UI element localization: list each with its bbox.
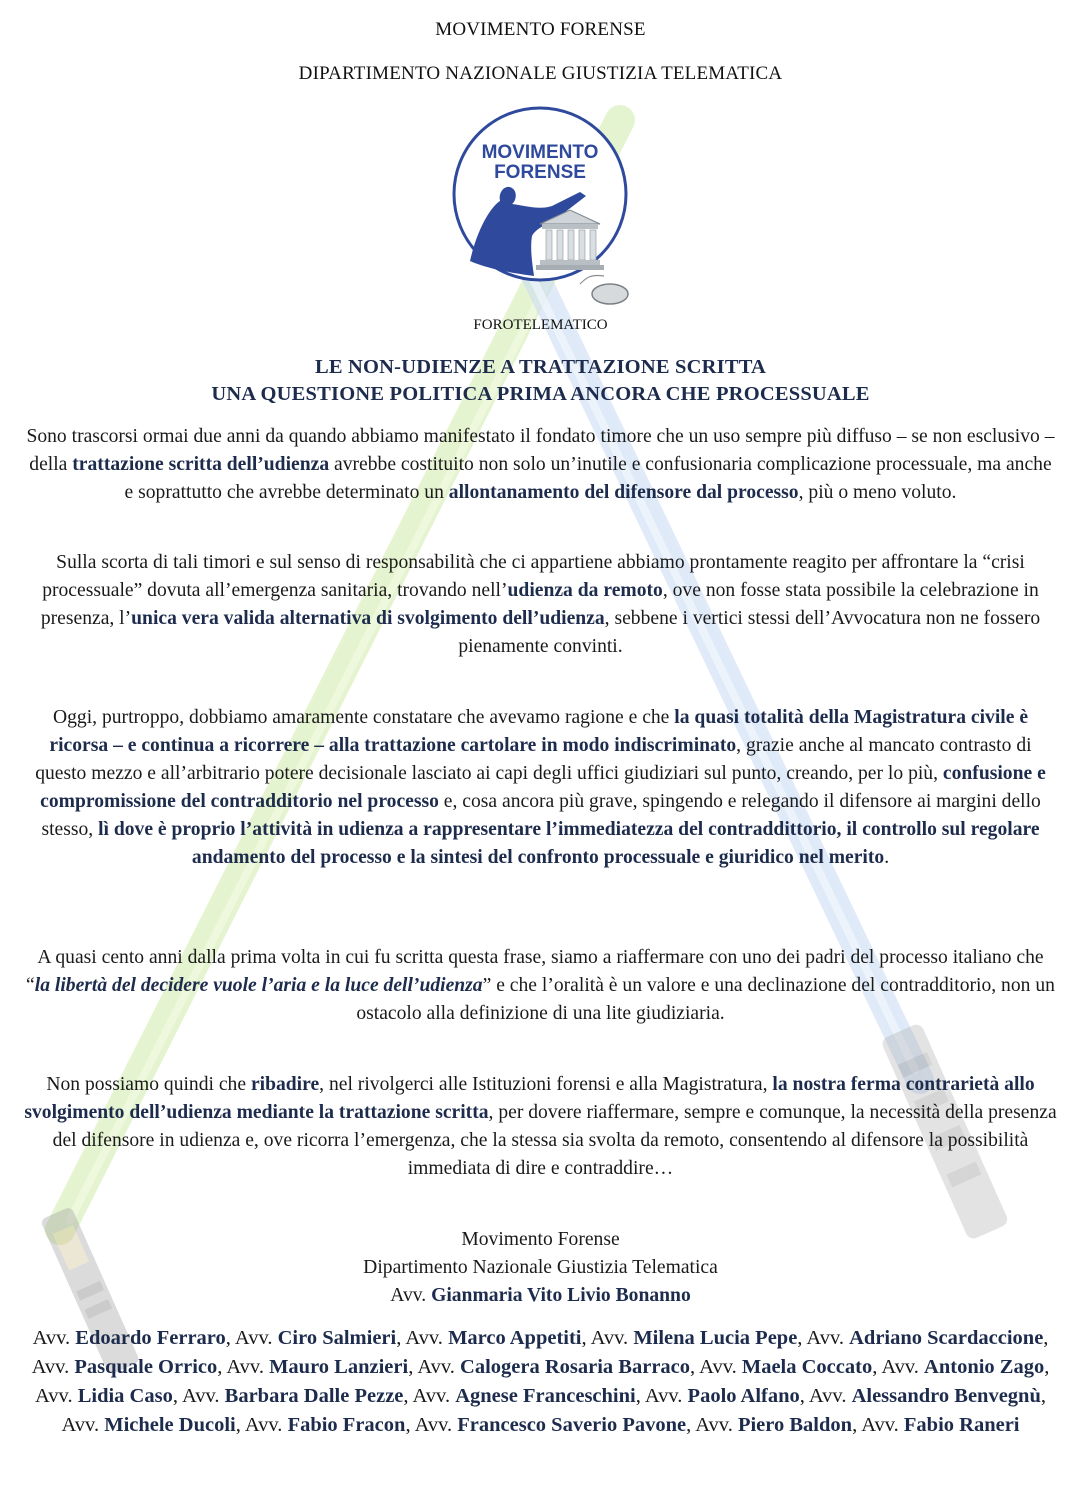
signatory: Avv. Francesco Saverio Pavone [414,1414,687,1436]
signatory: Avv. Calogera Rosaria Barraco [417,1356,691,1378]
signatory: Avv. Barbara Dalle Pezze [181,1385,404,1407]
signatory: Avv. Mauro Lanzieri [226,1356,409,1378]
signatory: Avv. Pasquale Orrico [31,1356,218,1378]
signatory: Avv. Lidia Caso [35,1385,173,1407]
paragraph-5: Non possiamo quindi che ribadire, nel rivolgerci alle Istituzioni forensi e alla Magistratura, la nostra ferma contrarietà allo svolgimento dell’udienza mediante la trattazione scritta, per dovere riaffermare, sempre e comunque, la necessità della presenza del difensore in udienza e, ove ricorra l’emergenza, che la stessa sia svolta da remoto, consentendo al difensore la possibilità immediata di dire e contraddire… [24,1074,1057,1179]
paragraph-2: Sulla scorta di tali timori e sul senso di responsabilità che ci appartiene abbiamo prontamente reagito per affrontare la “crisi processuale” dovuta all’emergenza sanitaria, trovando nell’udienza da remoto, ove non fosse stata possibile la celebrazione in presenza, l’unica vera valida alternativa di svolgimento dell’udienza, sebbene i vertici stessi dell’Avvocatura non ne fossero pienamente convinti. [40,552,1041,657]
signature-author: Avv. Gianmaria Vito Livio Bonanno [390,1285,691,1306]
signatory: Avv. Maela Coccato [699,1356,873,1378]
logo-caption: FOROTELEMATICO [473,317,608,333]
document-title-line1: LE NON-UDIENZE A TRATTAZIONE SCRITTA [314,356,767,378]
signatory: Avv. Fabio Raneri [861,1414,1020,1436]
signatory: Avv. Fabio Fracon [244,1414,406,1436]
paragraph-3: Oggi, purtroppo, dobbiamo amaramente constatare che avevamo ragione e che la quasi totalità della Magistratura civile è ricorsa – e continua a ricorrere – alla trattazione cartolare in modo indiscriminato, grazie anche al mancato contrasto di questo mezzo e all’arbitrario potere decisionale lasciato ai capi degli uffici giudiziari sul punto, creando, per lo più, confusione e compromissione del contradditorio nel processo e, cosa ancora più grave, spingendo e relegando il difensore ai margini dello stesso, lì dove è proprio l’attività in udienza a rappresentare l’immediatezza del contraddittorio, il controllo sul regolare andamento del processo e la sintesi del confronto processuale e giuridico nel merito. [35,707,1046,868]
movimento-forense-logo [440,106,640,318]
logo-text-line2: FORENSE [494,162,586,183]
signatory: Avv. Ciro Salmieri [234,1327,397,1349]
signatory: Avv. Alessandro Benvegnù [808,1385,1041,1407]
signatory: Avv. Adriano Scardaccione [806,1327,1044,1349]
signatory: Avv. Paolo Alfano [644,1385,800,1407]
signatory: Avv. Marco Appetiti [405,1327,582,1349]
signature-department: Dipartimento Nazionale Giustizia Telematica [363,1257,718,1278]
signatory: Avv. Edoardo Ferraro [32,1327,226,1349]
header-organization: MOVIMENTO FORENSE [435,19,646,40]
mouse-icon [592,284,628,304]
header-department: DIPARTIMENTO NAZIONALE GIUSTIZIA TELEMATICA [298,63,783,84]
signature-organization: Movimento Forense [461,1229,620,1250]
signatory: Avv. Agnese Franceschini [412,1385,636,1407]
document-title-line2: UNA QUESTIONE POLITICA PRIMA ANCORA CHE PROCESSUALE [211,383,870,405]
signatory: Avv. Michele Ducoli [61,1414,236,1436]
signatory: Avv. Milena Lucia Pepe [590,1327,798,1349]
signatories-list: Avv. Edoardo Ferraro, Avv. Ciro Salmieri, Avv. Marco Appetiti, Avv. Milena Lucia Pepe, Avv. Adriano Scardaccione, Avv. Pasquale Orrico, Avv. Mauro Lanzieri, Avv. Calogera Rosaria Barraco, Avv. Maela Coccato, Avv. Antonio Zago, Avv. Lidia Caso, Avv. Barbara Dalle Pezze, Avv. Agnese Franceschini, Avv. Paolo Alfano, Avv. Alessandro Benvegnù, Avv. Michele Ducoli, Avv. Fabio Fracon, Avv. Francesco Saverio Pavone, Avv. Piero Baldon, Avv. Fabio Raneri [31,1327,1050,1436]
paragraph-1: Sono trascorsi ormai due anni da quando abbiamo manifestato il fondato timore che un uso sempre più diffuso – se non esclusivo – della trattazione scritta dell’udienza avrebbe costituito non solo un’inutile e confusionaria complicazione processuale, ma anche e soprattutto che avrebbe determinato un allontanamento del difensore dal processo, più o meno voluto. [26,426,1055,503]
signatory: Avv. Antonio Zago [881,1356,1045,1378]
signature-block [0,1226,1081,1310]
signatory: Avv. Piero Baldon [695,1414,853,1436]
paragraph-4: A quasi cento anni dalla prima volta in cui fu scritta questa frase, siamo a riaffermare con uno dei padri del processo italiano che “la libertà del decidere vuole l’aria e la luce dell’udienza” e che l’oralità è un valore e una declinazione del contradditorio, non un ostacolo alla definizione di una lite giudiziaria. [26,947,1055,1024]
logo-text-line1: MOVIMENTO [481,142,599,163]
